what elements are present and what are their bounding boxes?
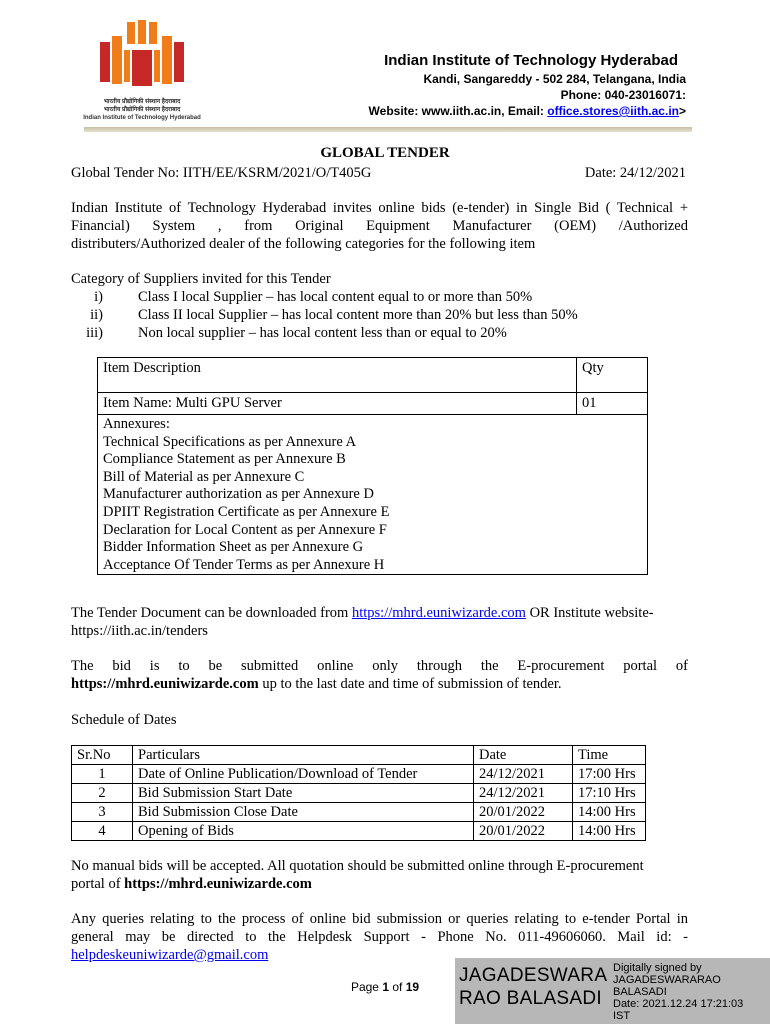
header-divider bbox=[84, 127, 692, 132]
schedule-cell: 14:00 Hrs bbox=[573, 803, 646, 822]
schedule-cell: 20/01/2022 bbox=[474, 803, 573, 822]
intro-paragraph bbox=[71, 199, 688, 253]
schedule-cell: 2 bbox=[72, 784, 133, 803]
table-row bbox=[72, 822, 646, 841]
schedule-cell: 14:00 Hrs bbox=[573, 822, 646, 841]
schedule-header-date: Date bbox=[474, 746, 573, 765]
signer-name: JAGADESWARA RAO BALASADI bbox=[459, 965, 608, 1009]
table-row bbox=[72, 803, 646, 822]
manual-bids-paragraph bbox=[71, 857, 691, 893]
tender-number: Global Tender No: IITH/EE/KSRM/2021/O/T405G bbox=[71, 165, 372, 181]
logo-hindi-line-2: भारतीय प्रौद्योगिकी संस्थान हैदराबाद bbox=[103, 107, 181, 113]
schedule-header-time: Time bbox=[573, 746, 646, 765]
manual-portal-url: https://mhrd.euniwizarde.com bbox=[124, 876, 312, 892]
queries-line-2: general may be directed to the Helpdesk Support - Phone No. 011-49606060. Mail id: - bbox=[71, 929, 688, 945]
website-suffix: > bbox=[678, 104, 686, 118]
item-qty-cell: 01 bbox=[577, 393, 648, 415]
intro-line-2: Financial) System , from Original Equipment Manufacturer (OEM) /Authorized bbox=[71, 218, 688, 234]
queries-line-1: Any queries relating to the process of online bid submission or queries relating to e-tender Portal in bbox=[71, 911, 688, 927]
schedule-header-srno: Sr.No bbox=[72, 746, 133, 765]
institute-contact bbox=[369, 104, 686, 118]
annexure-line: Annexures: bbox=[103, 416, 170, 432]
annexure-line: Technical Specifications as per Annexure A bbox=[103, 433, 357, 450]
submission-paragraph bbox=[71, 657, 688, 693]
schedule-cell: Bid Submission Close Date bbox=[133, 803, 474, 822]
helpdesk-email-link[interactable]: helpdeskeuniwizarde@gmail.com bbox=[71, 947, 269, 963]
email-link[interactable]: office.stores@iith.ac.in bbox=[547, 104, 679, 118]
annexure-line: DPIIT Registration Certificate as per Annexure E bbox=[103, 503, 390, 520]
item-name-cell: Item Name: Multi GPU Server bbox=[98, 393, 577, 415]
schedule-cell: 4 bbox=[72, 822, 133, 841]
institute-name: Indian Institute of Technology Hyderabad bbox=[384, 52, 678, 69]
manual-prefix: portal of bbox=[71, 876, 125, 892]
table-row bbox=[98, 393, 648, 415]
signature-details: Digitally signed by JAGADESWARARAO BALASADI Date: 2021.12.24 17:21:03 IST bbox=[613, 962, 744, 1022]
annexures-cell bbox=[98, 415, 648, 575]
annexure-line: Declaration for Local Content as per Annexure F bbox=[103, 521, 387, 538]
schedule-table bbox=[71, 745, 646, 841]
portal-url: https://mhrd.euniwizarde.com bbox=[71, 676, 259, 692]
annexure-line: Bidder Information Sheet as per Annexure G bbox=[103, 539, 364, 556]
queries-paragraph bbox=[71, 910, 688, 964]
qty-header: Qty bbox=[577, 358, 648, 393]
schedule-cell: 1 bbox=[72, 765, 133, 784]
submission-rest: up to the last date and time of submission of tender. bbox=[258, 676, 562, 692]
download-suffix: OR Institute website- bbox=[525, 605, 654, 621]
submission-line-1: The bid is to be submitted online only through the E-procurement portal of bbox=[71, 658, 688, 674]
table-row bbox=[72, 746, 646, 765]
category-item: i) Class I local Supplier – has local content equal to or more than 50% bbox=[94, 289, 533, 305]
digital-signature bbox=[455, 958, 770, 1024]
logo-english-name: Indian Institute of Technology Hyderabad bbox=[83, 115, 201, 121]
table-row bbox=[72, 765, 646, 784]
iith-emblem-icon bbox=[92, 20, 192, 90]
schedule-cell: Date of Online Publication/Download of Tender bbox=[133, 765, 474, 784]
tender-date: Date: 24/12/2021 bbox=[584, 165, 686, 181]
category-heading: Category of Suppliers invited for this Tender bbox=[71, 271, 331, 287]
page-number: Page 1 of 19 bbox=[350, 980, 420, 994]
download-paragraph bbox=[71, 604, 691, 640]
item-description-header: Item Description bbox=[98, 358, 577, 393]
schedule-heading: Schedule of Dates bbox=[71, 712, 177, 728]
annexure-line: Bill of Material as per Annexure C bbox=[103, 468, 305, 485]
annexure-line: Manufacturer authorization as per Annexure D bbox=[103, 486, 374, 503]
institute-address: Kandi, Sangareddy - 502 284, Telangana, India bbox=[423, 72, 686, 86]
page-title: GLOBAL TENDER bbox=[320, 145, 450, 161]
annexure-line: Acceptance Of Tender Terms as per Annexure H bbox=[103, 556, 385, 573]
category-item: iii) Non local supplier – has local content less than or equal to 20% bbox=[86, 325, 507, 341]
institute-logo bbox=[83, 20, 201, 135]
schedule-cell: 17:10 Hrs bbox=[573, 784, 646, 803]
schedule-cell: 17:00 Hrs bbox=[573, 765, 646, 784]
logo-hindi-line-1: भारतीय प्रौद्योगिकी संस्थान हैदराबाद bbox=[103, 99, 181, 105]
table-row bbox=[98, 358, 648, 393]
schedule-cell: 24/12/2021 bbox=[474, 765, 573, 784]
table-row bbox=[98, 415, 648, 575]
item-table bbox=[97, 357, 648, 575]
institute-tenders-url: https://iith.ac.in/tenders bbox=[71, 623, 208, 639]
category-list bbox=[71, 288, 578, 342]
schedule-cell: 3 bbox=[72, 803, 133, 822]
manual-line-1: No manual bids will be accepted. All quotation should be submitted online through E-procurement bbox=[71, 858, 644, 874]
website-label: Website: www.iith.ac.in, Email: bbox=[368, 104, 548, 118]
schedule-cell: 24/12/2021 bbox=[474, 784, 573, 803]
table-row bbox=[72, 784, 646, 803]
download-text: The Tender Document can be downloaded from bbox=[71, 605, 352, 621]
schedule-cell: 20/01/2022 bbox=[474, 822, 573, 841]
schedule-header-particulars: Particulars bbox=[133, 746, 474, 765]
intro-line-1: Indian Institute of Technology Hyderabad invites online bids (e-tender) in Single Bid ( Technical + bbox=[71, 200, 688, 216]
schedule-cell: Opening of Bids bbox=[133, 822, 474, 841]
schedule-cell: Bid Submission Start Date bbox=[133, 784, 474, 803]
institute-phone: Phone: 040-23016071: bbox=[560, 88, 686, 102]
intro-line-3: distributers/Authorized dealer of the following categories for the following item bbox=[71, 236, 536, 252]
annexure-line: Compliance Statement as per Annexure B bbox=[103, 451, 346, 468]
euniwizarde-link[interactable]: https://mhrd.euniwizarde.com bbox=[351, 605, 526, 621]
category-item: ii) Class II local Supplier – has local content more than 20% but less than 50% bbox=[90, 307, 578, 323]
